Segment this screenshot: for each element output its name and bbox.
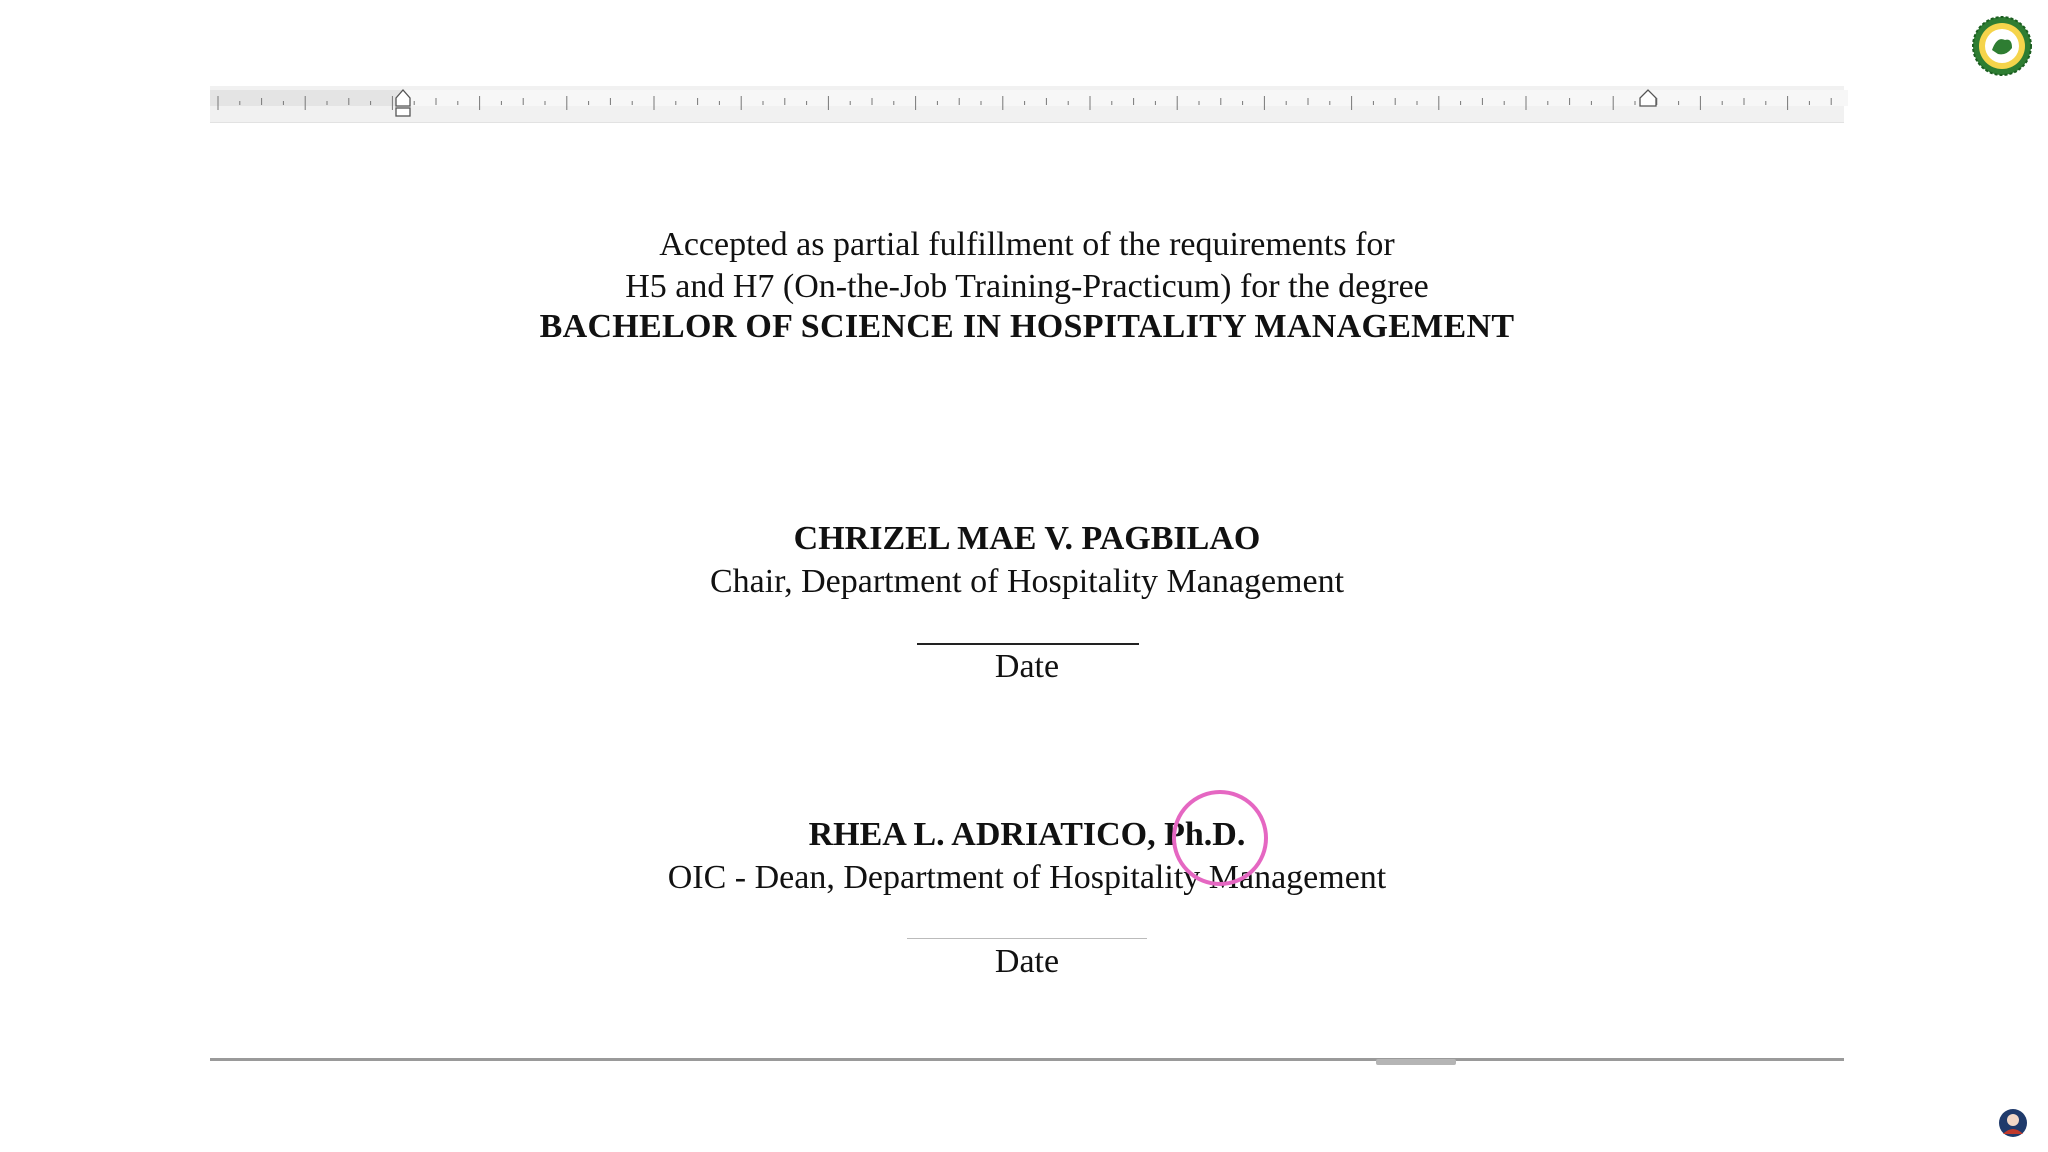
signatory-2-position: OIC - Dean, Department of Hospitality Management (667, 859, 1387, 896)
presenter-avatar-icon (1998, 1108, 2028, 1138)
ruler[interactable] (210, 86, 1844, 123)
ruler-markers[interactable] (210, 86, 1844, 122)
signatory-2-date-label: Date (994, 943, 1060, 980)
right-indent-marker-icon (1640, 90, 1656, 106)
intro-line-1: Accepted as partial fulfillment of the requirements for (659, 226, 1395, 263)
signatory-2-name: RHEA L. ADRIATICO, Ph.D. (808, 816, 1246, 853)
signature-line-2 (907, 938, 1147, 939)
university-seal-icon (1972, 16, 2032, 76)
first-line-indent-marker-icon (396, 90, 410, 106)
left-indent-marker-icon (396, 108, 410, 116)
signatory-1-date-label: Date (994, 648, 1060, 685)
signatory-1-position: Chair, Department of Hospitality Management (709, 563, 1345, 600)
page-bottom-edge (210, 1058, 1844, 1061)
degree-title: BACHELOR OF SCIENCE IN HOSPITALITY MANAGEMENT (539, 308, 1515, 345)
annotation-circle (1172, 790, 1268, 886)
signature-line-1 (917, 643, 1139, 645)
intro-line-2: H5 and H7 (On-the-Job Training-Practicum) for the degree (625, 268, 1429, 305)
signatory-1-name: CHRIZEL MAE V. PAGBILAO (793, 520, 1261, 557)
horizontal-scroll-thumb[interactable] (1376, 1059, 1456, 1065)
